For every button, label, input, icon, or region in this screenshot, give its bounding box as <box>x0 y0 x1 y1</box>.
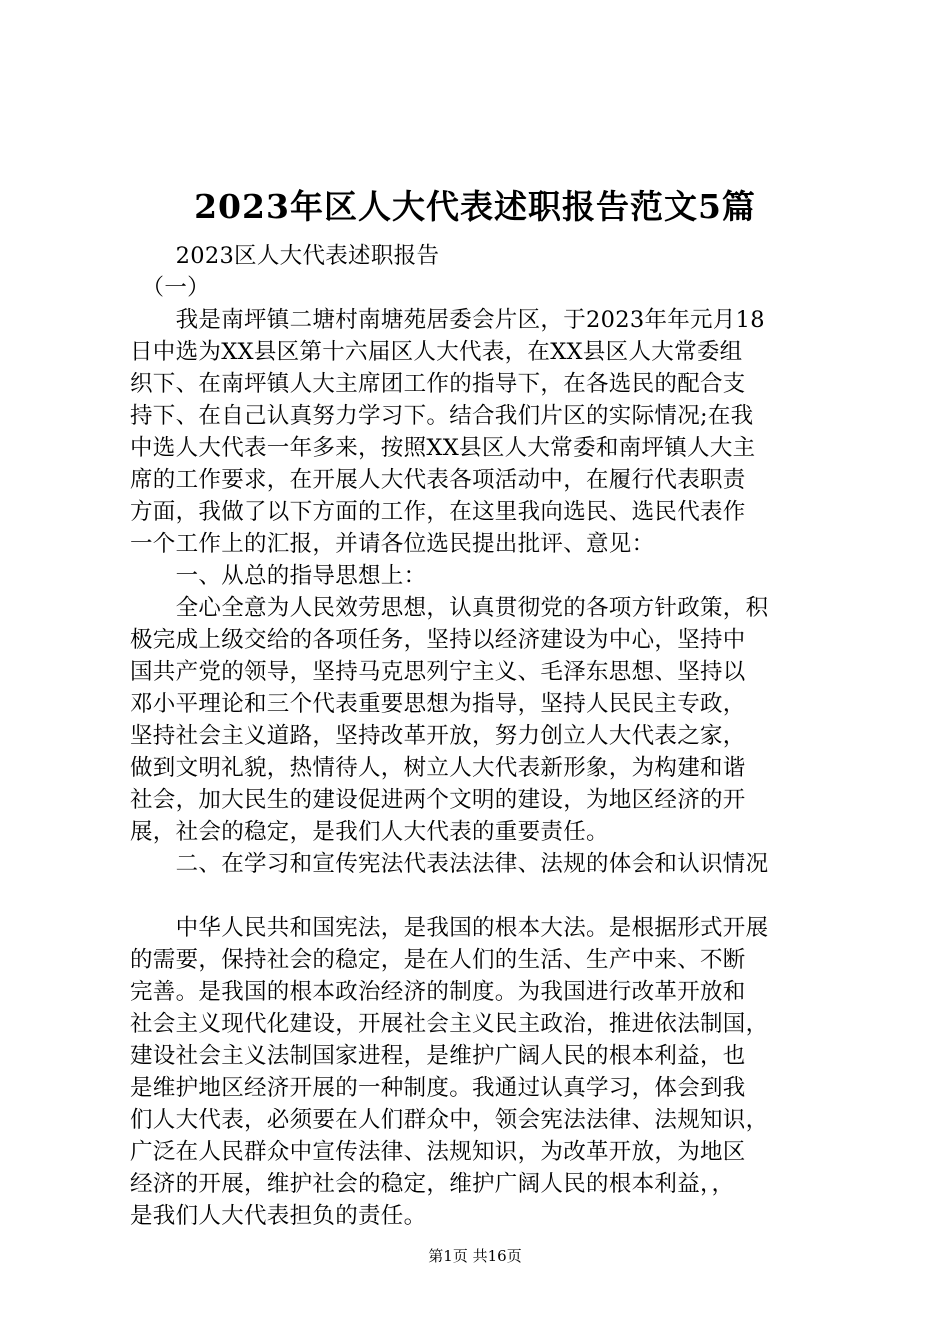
section-heading: 二、在学习和宣传宪法代表法法律、法规的体会和认识情况 <box>130 851 769 877</box>
body-line: 是维护地区经济开展的一种制度。我通过认真学习，体会到我 <box>130 1075 746 1101</box>
body-line: 全心全意为人民效劳思想，认真贯彻党的各项方针政策，积 <box>130 595 769 621</box>
body-line: 国共产党的领导，坚持马克思列宁主义、毛泽东思想、坚持以 <box>130 659 746 685</box>
body-line: 经济的开展，维护社会的稳定，维护广阔人民的根本利益，， <box>130 1171 735 1197</box>
body-line: 完善。是我国的根本政治经济的制度。为我国进行改革开放和 <box>130 979 746 1005</box>
body-line: 织下、在南坪镇人大主席团工作的指导下，在各选民的配合支 <box>130 371 746 397</box>
body-line: 做到文明礼貌，热情待人，树立人大代表新形象，为构建和谐 <box>130 755 746 781</box>
body-line: 是我们人大代表担负的责任。 <box>130 1203 427 1229</box>
body-line: 一个工作上的汇报，并请各位选民提出批评、意见： <box>130 531 655 557</box>
body-line: 中华人民共和国宪法，是我国的根本大法。是根据形式开展 <box>130 915 769 941</box>
body-line: 席的工作要求，在开展人大代表各项活动中，在履行代表职责 <box>130 467 746 493</box>
body-line: 坚持社会主义道路，坚持改革开放，努力创立人大代表之家， <box>130 723 746 749</box>
blank-line <box>130 880 830 912</box>
body-line: 展，社会的稳定，是我们人大代表的重要责任。 <box>130 819 609 845</box>
body-line: 方面，我做了以下方面的工作，在这里我向选民、选民代表作 <box>130 499 746 525</box>
body-line: 日中选为XX县区第十六届区人大代表，在XX县区人大常委组 <box>130 339 743 365</box>
body-line: 社会，加大民生的建设促进两个文明的建设，为地区经济的开 <box>130 787 746 813</box>
body-line: 邓小平理论和三个代表重要思想为指导，坚持人民民主专政， <box>130 691 746 717</box>
body-line: 广泛在人民群众中宣传法律、法规知识，为改革开放，为地区 <box>130 1139 746 1165</box>
document-title: 2023年区人大代表述职报告范文5篇 <box>194 187 756 226</box>
section-heading: 一、从总的指导思想上： <box>130 563 427 589</box>
body-line: 中选人大代表一年多来，按照XX县区人大常委和南坪镇人大主 <box>130 435 756 461</box>
body-line: 们人大代表，必须要在人们群众中，领会宪法法律、法规知识， <box>130 1107 769 1133</box>
body-line: 社会主义现代化建设，开展社会主义民主政治，推进依法制国， <box>130 1011 769 1037</box>
body-line: 的需要，保持社会的稳定，是在人们的生活、生产中来、不断 <box>130 947 746 973</box>
body-line: （一） <box>130 275 210 301</box>
body-line: 2023区人大代表述职报告 <box>130 243 440 269</box>
page-footer: 第1页 共16页 <box>428 1247 522 1265</box>
body-line: 建设社会主义法制国家进程，是维护广阔人民的根本利益，也 <box>130 1043 746 1069</box>
body-line: 极完成上级交给的各项任务，坚持以经济建设为中心，坚持中 <box>130 627 746 653</box>
body-line: 我是南坪镇二塘村南塘苑居委会片区，于2023年年元月18 <box>130 307 765 333</box>
body-line: 持下、在自己认真努力学习下。结合我们片区的实际情况;在我 <box>130 403 754 429</box>
